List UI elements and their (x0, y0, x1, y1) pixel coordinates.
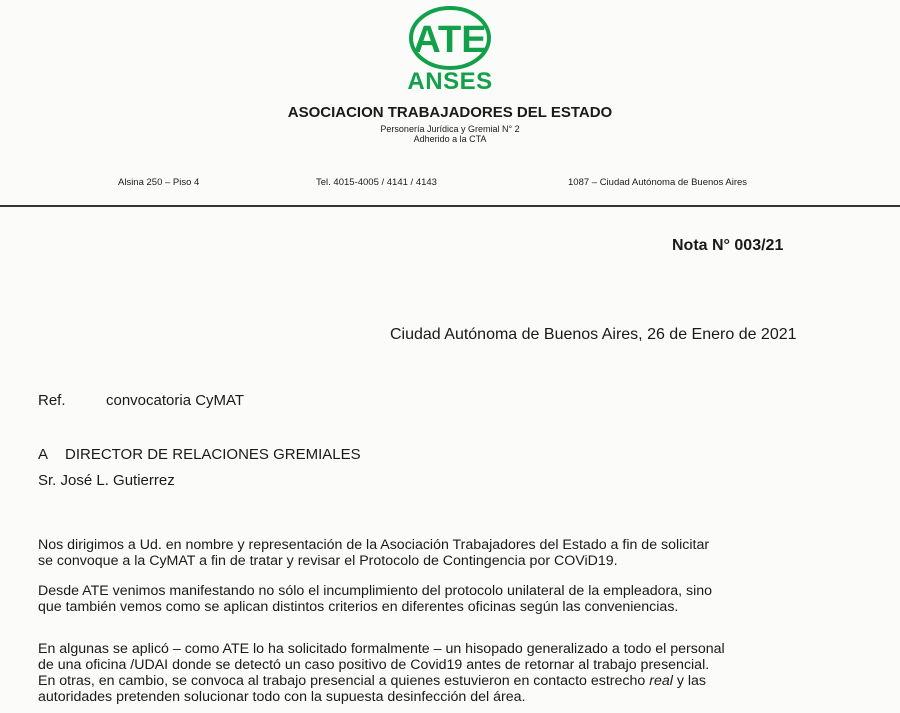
paragraph-criteria (38, 641, 873, 705)
letterhead-logo (375, 6, 525, 96)
date-line: Ciudad Autónoma de Buenos Aires, 26 de Enero de 2021 (390, 326, 797, 343)
paragraph-line: En algunas se aplicó – como ATE lo ha solicitado formalmente – un hisopado generalizado a todo el personal (38, 641, 725, 657)
recipient-prefix: A (38, 446, 49, 463)
paragraph-line: se convoque a la CyMAT a fin de tratar y revisar el Protocolo de Contingencia por COViD19. (38, 553, 618, 569)
ate-logo-icon (408, 6, 492, 70)
paragraph-line: Nos dirigimos a Ud. en nombre y representación de la Asociación Trabajadores del Estado a fin de solicitar (38, 537, 710, 553)
organization-name: ASOCIACION TRABAJADORES DEL ESTADO (287, 104, 613, 121)
reference-value: convocatoria CyMAT (106, 392, 245, 409)
paragraph-line: de una oficina /UDAI donde se detectó un caso positivo de Covid19 antes de retornar al trabajo presencial. (38, 657, 710, 673)
paragraph-complaint (38, 583, 873, 615)
paragraph-request (38, 537, 873, 569)
paragraph-line (38, 673, 873, 689)
emphasis-real: real (649, 673, 673, 689)
postal-city: 1087 – Ciudad Autónoma de Buenos Aires (568, 177, 748, 188)
paragraph-line: autoridades pretenden solucionar todo con la supuesta desinfección del área. (38, 689, 526, 705)
paragraph-line: Desde ATE venimos manifestando no sólo el incumplimiento del protocolo unilateral de la empleadora, sino (38, 583, 713, 599)
logo-subtitle: ANSES (407, 68, 493, 95)
legal-status-line: Personería Jurídica y Gremial N° 2 (380, 124, 520, 134)
text-run: En otras, en cambio, se convoca al trabajo presencial a quienes estuvieron en contacto estrecho (38, 673, 650, 689)
address: Alsina 250 – Piso 4 (118, 177, 200, 188)
paragraph-line: que también vemos como se aplican distintos criterios en diferentes oficinas según las conveniencias. (38, 599, 679, 615)
recipient-title: DIRECTOR DE RELACIONES GREMIALES (65, 446, 361, 463)
text-run: y las (672, 673, 707, 689)
note-number: Nota N° 003/21 (672, 237, 784, 254)
affiliation-line: Adherido a la CTA (413, 134, 487, 144)
reference-label: Ref. (38, 392, 66, 409)
phone-numbers: Tel. 4015-4005 / 4141 / 4143 (316, 177, 437, 188)
logo-letters: ATE (413, 19, 487, 61)
recipient-name: Sr. José L. Gutierrez (38, 472, 175, 489)
header-divider (0, 205, 900, 207)
